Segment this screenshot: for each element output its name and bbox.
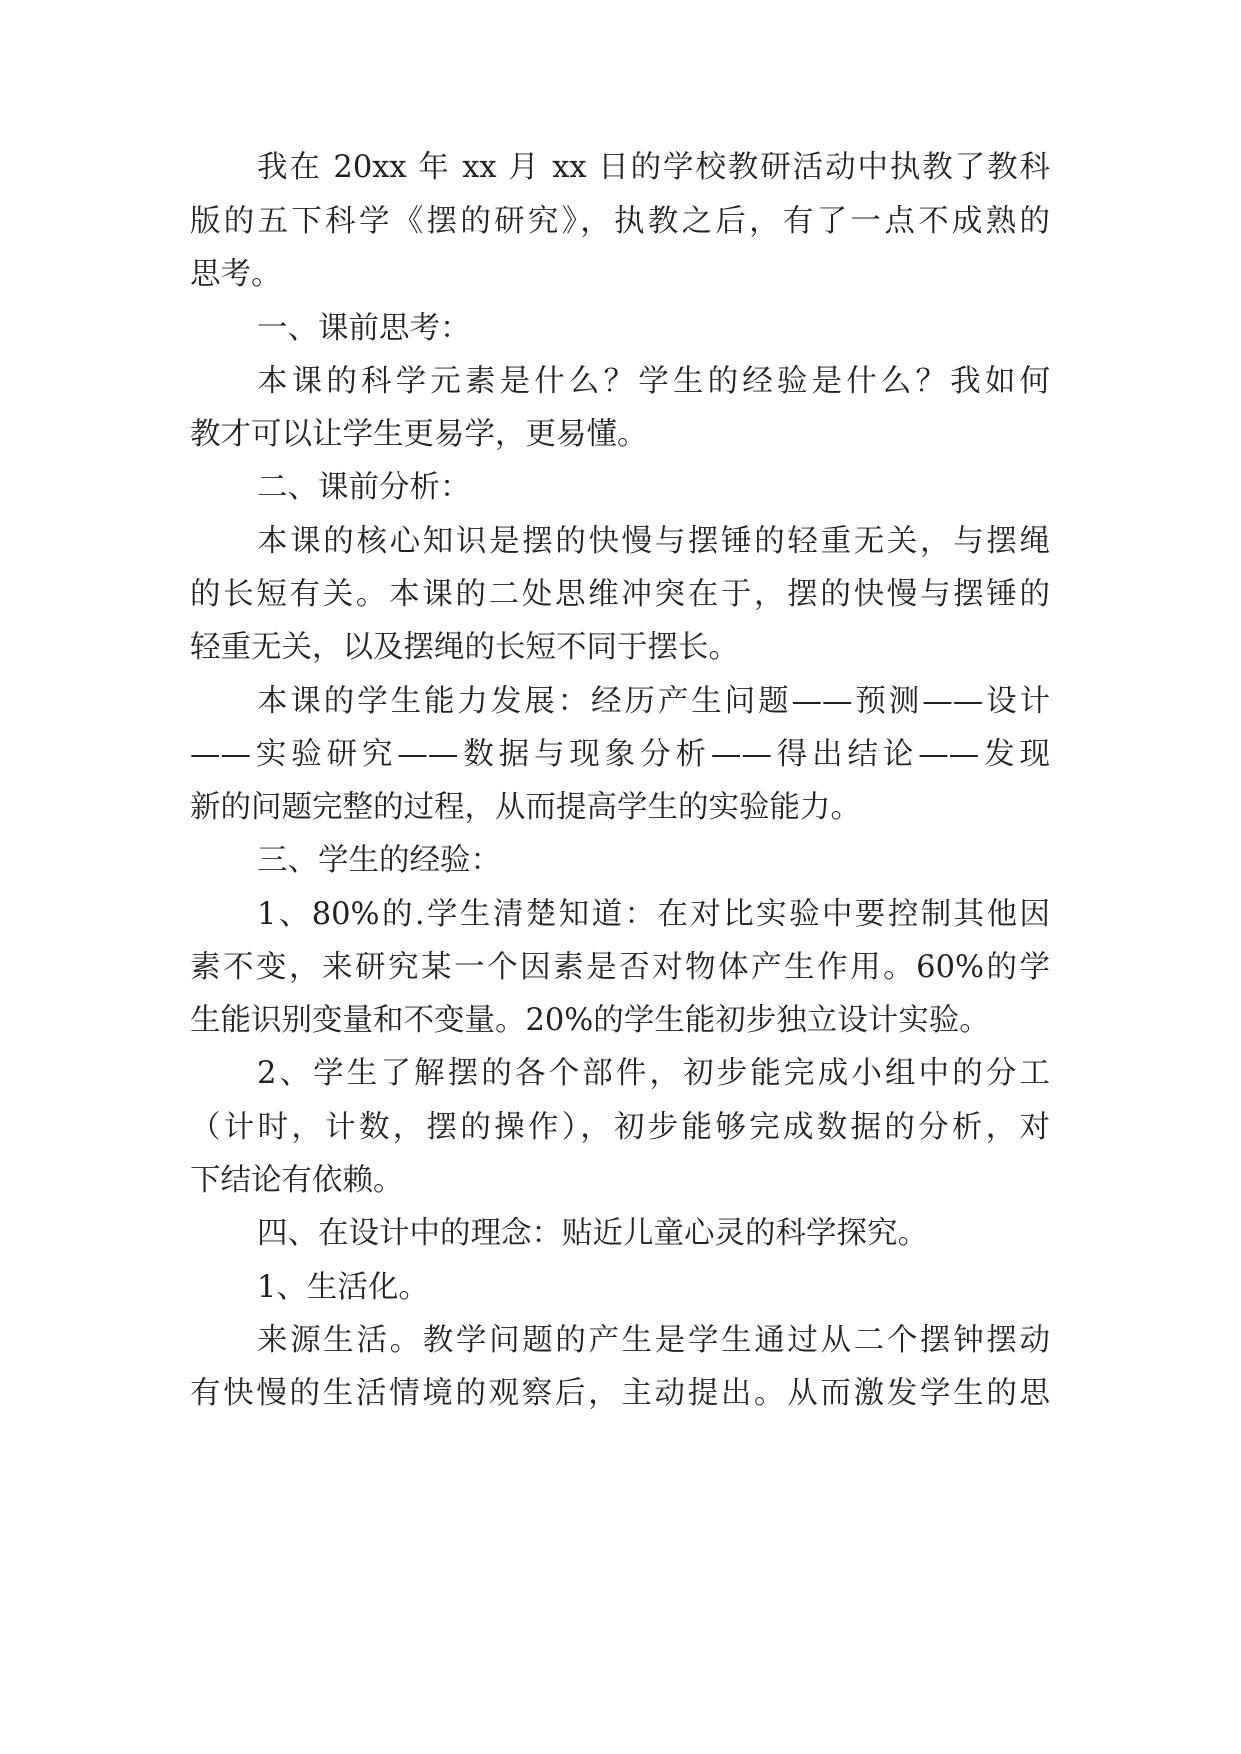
- paragraph-line: 生能识别变量和不变量。20%的学生能初步独立设计实验。: [190, 1003, 990, 1038]
- paragraph-line: 我在 20xx 年 xx 月 xx 日的学校教研活动中执教了教科: [257, 150, 1050, 185]
- subsection-heading: 1、生活化。: [257, 1270, 429, 1305]
- paragraph-line: 的长短有关。本课的二处思维冲突在于，摆的快慢与摆锤的: [190, 577, 1050, 612]
- paragraph-line: 素不变，来研究某一个因素是否对物体产生作用。60%的学: [190, 950, 1050, 985]
- section-heading: 二、课前分析：: [257, 470, 471, 505]
- paragraph-line: （计时，计数，摆的操作），初步能够完成数据的分析，对: [190, 1110, 1050, 1145]
- paragraph-line: 本课的科学元素是什么？学生的经验是什么？我如何: [257, 364, 1050, 399]
- paragraph-line: 思考。: [190, 257, 282, 292]
- paragraph-line: 有快慢的生活情境的观察后，主动提出。从而激发学生的思: [190, 1376, 1050, 1411]
- paragraph-line: 轻重无关，以及摆绳的长短不同于摆长。: [190, 630, 739, 665]
- paragraph-line: ——实验研究——数据与现象分析——得出结论——发现: [190, 737, 1050, 772]
- paragraph-line: 本课的学生能力发展：经历产生问题——预测——设计: [257, 684, 1050, 719]
- paragraph-line: 来源生活。教学问题的产生是学生通过从二个摆钟摆动: [257, 1323, 1050, 1358]
- paragraph-line: 本课的核心知识是摆的快慢与摆锤的轻重无关，与摆绳: [257, 524, 1050, 559]
- section-heading: 三、学生的经验：: [257, 843, 501, 878]
- paragraph-line: 2、学生了解摆的各个部件，初步能完成小组中的分工: [257, 1056, 1050, 1091]
- section-heading: 一、课前思考：: [257, 311, 471, 346]
- section-heading: 四、在设计中的理念：贴近儿童心灵的科学探究。: [257, 1216, 928, 1251]
- paragraph-line: 版的五下科学《摆的研究》，执教之后，有了一点不成熟的: [190, 204, 1050, 239]
- paragraph-line: 1、80%的.学生清楚知道：在对比实验中要控制其他因: [257, 897, 1050, 932]
- paragraph-line: 新的问题完整的过程，从而提高学生的实验能力。: [190, 790, 861, 825]
- paragraph-line: 教才可以让学生更易学，更易懂。: [190, 417, 648, 452]
- paragraph-line: 下结论有依赖。: [190, 1163, 404, 1198]
